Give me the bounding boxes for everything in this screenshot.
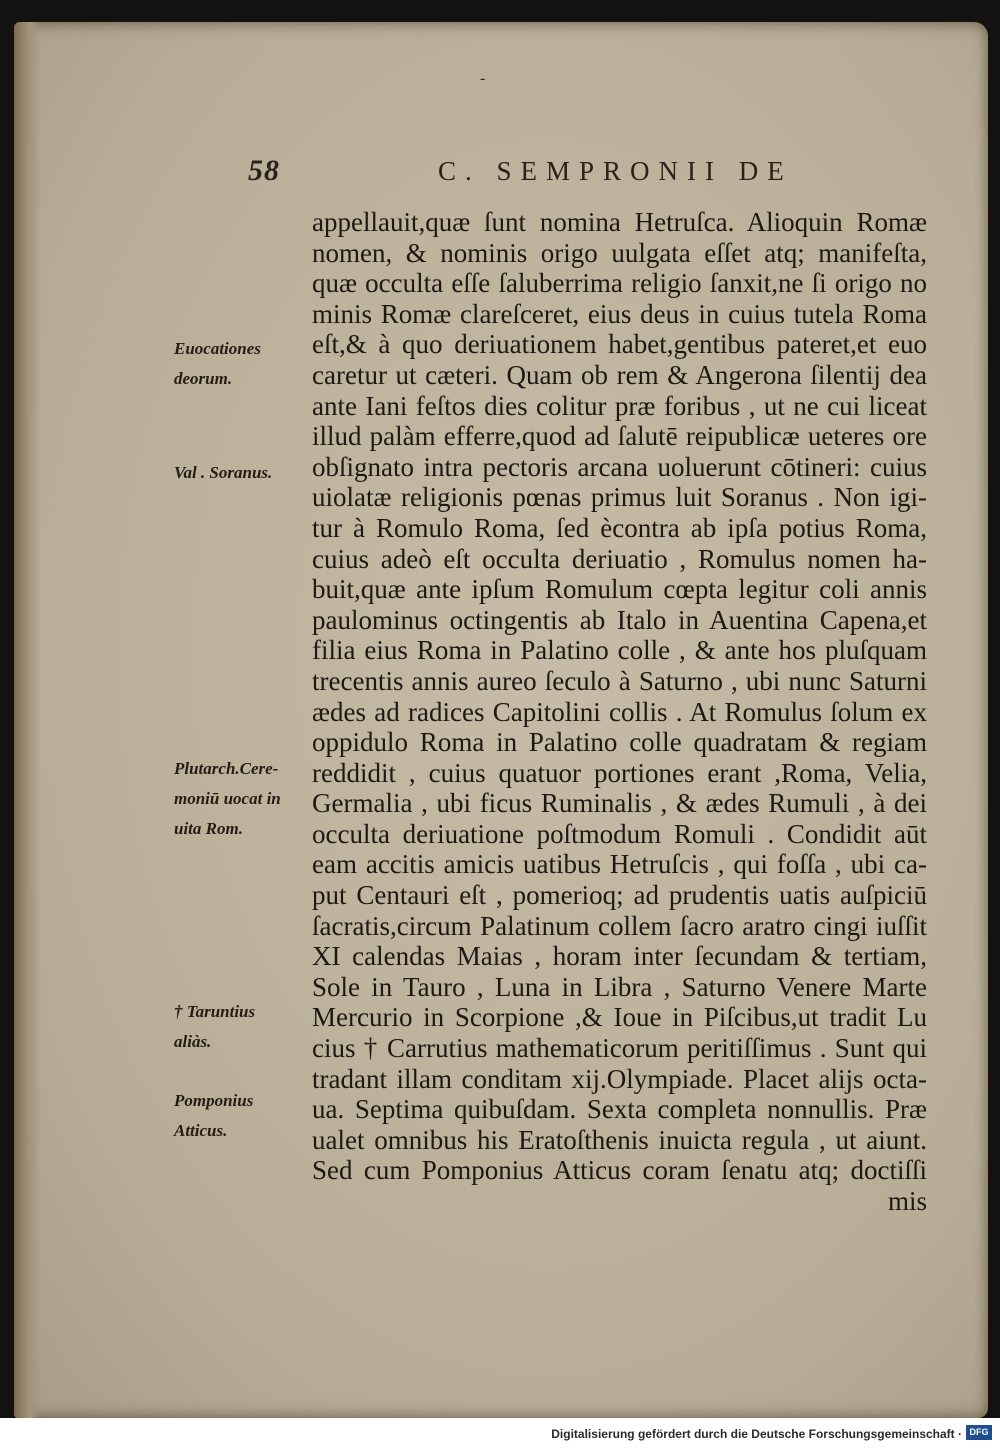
running-head: C. SEMPRONII DE xyxy=(438,156,793,186)
margin-note-plutarch xyxy=(174,754,312,844)
text-line: illud palàm efferre,quod ad ſalutē reipublicæ ueteres ore xyxy=(312,421,927,452)
page-number: 58 xyxy=(248,154,280,187)
margin-note-line: aliàs. xyxy=(174,1032,212,1051)
text-line: trecentis annis aureo ſeculo à Saturno , ubi nunc Saturni xyxy=(312,665,927,696)
text-line: XI calendas Maias , horam inter ſecundam & tertiam, xyxy=(312,941,927,972)
margin-note-soranus xyxy=(174,458,312,488)
catchword: mis xyxy=(887,1186,927,1216)
body-text xyxy=(312,207,927,1217)
margin-note-line: deorum. xyxy=(174,369,233,388)
margin-note-line: Atticus. xyxy=(174,1121,228,1140)
text-line: cius † Carrutius mathematicorum peritiſſimus . Sunt qui xyxy=(312,1033,927,1064)
text-line: ante Iani feſtos dies colitur præ foribus , ut ne cui liceat xyxy=(312,390,927,421)
book-page xyxy=(14,22,988,1418)
margin-note-pomponius xyxy=(174,1086,312,1146)
margin-note-line: uita Rom. xyxy=(174,819,243,838)
text-line: Sole in Tauro , Luna in Libra , Saturno Venere Marte xyxy=(312,971,927,1002)
text-line: Germalia , ubi ficus Ruminalis , & ædes Rumuli , à dei xyxy=(312,788,927,819)
text-line: ua. Septima quibuſdam. Sexta completa nonnullis. Præ xyxy=(312,1094,927,1125)
page-header xyxy=(14,154,988,194)
margin-note-line: moniū uocat in xyxy=(174,789,281,808)
text-line: eſt,& à quo deriuationem habet,gentibus pateret,et euo xyxy=(312,329,927,360)
funding-notice: Digitalisierung gefördert durch die Deutsche Forschungsgemeinschaft · xyxy=(551,1427,962,1441)
ink-mark: - xyxy=(480,70,486,87)
text-line: oppidulo Roma in Palatino colle quadratam & regiam xyxy=(312,727,927,758)
text-line: reddidit , cuius quatuor portiones erant ,Roma, Velia, xyxy=(312,757,927,788)
dfg-logo-icon: DFG xyxy=(966,1425,992,1440)
text-line: ædes ad radices Capitolini collis . At Romulus ſolum ex xyxy=(312,696,927,727)
digitization-footer xyxy=(0,1418,1000,1448)
text-line: quæ occulta eſſe ſaluberrima religio ſanxit,ne ſi origo no xyxy=(312,268,927,299)
text-line: buit,quæ ante ipſum Romulum cœpta legitur coli annis xyxy=(312,574,927,605)
text-line: paulominus octingentis ab Italo in Auentina Capena,et xyxy=(312,604,927,635)
text-line: obſignato intra pectoris arcana uoluerunt cōtineri: cuius xyxy=(312,451,927,482)
text-line: Sed cum Pomponius Atticus coram ſenatu atq; doctiſſi xyxy=(312,1155,927,1186)
margin-note-line: Euocationes xyxy=(174,339,261,358)
text-line: ualet omnibus his Eratoſthenis inuicta regula , ut aiunt. xyxy=(312,1124,927,1155)
text-line: occulta deriuatione poſtmodum Romuli . Condidit aūt xyxy=(312,818,927,849)
margin-note-euocationes xyxy=(174,334,312,394)
text-line: cuius adeò eſt occulta deriuatio , Romulus nomen ha- xyxy=(312,543,927,574)
margin-note-line: Val . Soranus. xyxy=(174,463,273,482)
margin-note-taruntius xyxy=(174,997,312,1057)
text-line: appellauit,quæ ſunt nomina Hetruſca. Alioquin Romæ xyxy=(312,207,927,237)
text-line: tur à Romulo Roma, ſed ècontra ab ipſa potius Roma, xyxy=(312,512,927,543)
page-gutter-shadow xyxy=(14,22,40,1418)
text-line: put Centauri eſt , pomerioq; ad prudentis uatis auſpiciū xyxy=(312,880,927,911)
text-line: nomen, & nominis origo uulgata eſſet atq; manifeſta, xyxy=(312,237,927,268)
text-line: filia eius Roma in Palatino colle , & ante hos pluſquam xyxy=(312,635,927,666)
text-line: uiolatæ religionis pœnas primus luit Soranus . Non igi- xyxy=(312,482,927,513)
text-line: tradant illam conditam xij.Olympiade. Placet alijs octa- xyxy=(312,1063,927,1094)
text-line: minis Romæ clareſceret, eius deus in cuius tutela Roma xyxy=(312,298,927,329)
text-line: Mercurio in Scorpione ,& Ioue in Piſcibus,ut tradit Lu xyxy=(312,1002,927,1033)
margin-note-line: † Taruntius xyxy=(174,1002,256,1021)
text-line: caretur ut cæteri. Quam ob rem & Angerona ſilentij dea xyxy=(312,359,927,390)
margin-note-line: Pomponius xyxy=(174,1091,254,1110)
margin-note-line: Plutarch.Cere- xyxy=(174,759,279,778)
text-line: eam accitis amicis uatibus Hetruſcis , qui foſſa , ubi ca- xyxy=(312,849,927,880)
text-line: ſacratis,circum Palatinum collem ſacro aratro cingi iuſſit xyxy=(312,910,927,941)
